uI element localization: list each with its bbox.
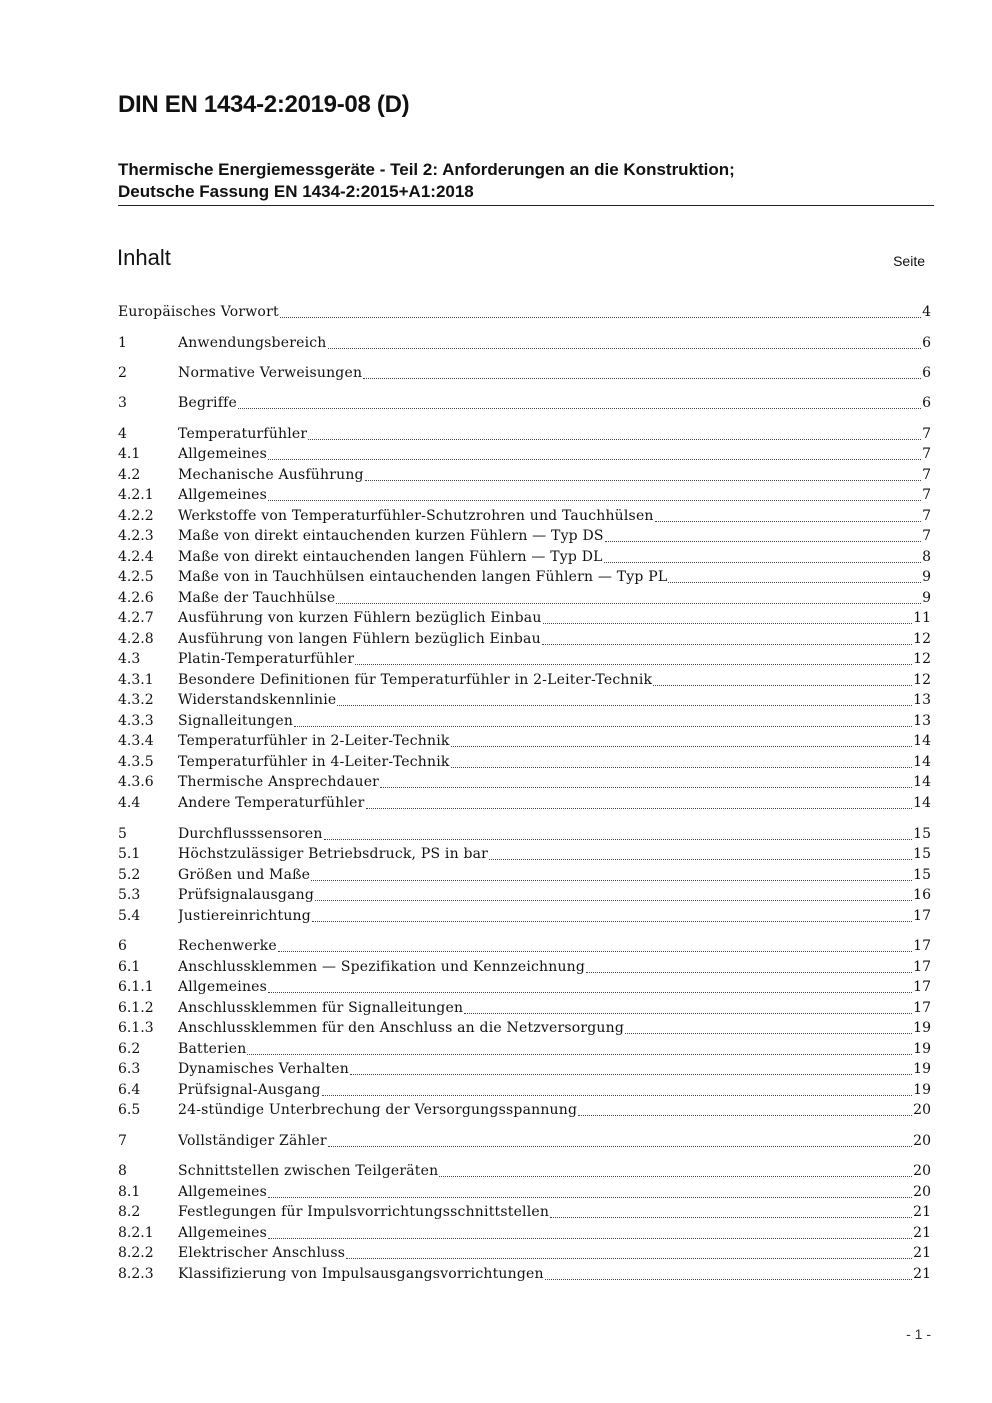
toc-entry-title: Temperaturfühler in 2-Leiter-Technik: [178, 733, 450, 749]
toc-entry-page: 12: [913, 631, 931, 647]
toc-entry-number: 4.3.2: [118, 692, 154, 708]
toc-entry-title: Allgemeines: [178, 446, 268, 462]
toc-dot-leader: [328, 1146, 912, 1147]
toc-entry-page: 21: [913, 1225, 931, 1241]
toc-entry-number: 4.2.4: [118, 549, 154, 565]
toc-entry-number: 5.1: [118, 846, 141, 862]
toc-dot-leader: [545, 1279, 912, 1280]
toc-dot-leader: [366, 808, 913, 809]
toc-entry-title: Allgemeines: [178, 1184, 268, 1200]
toc-entry-title: Widerstandskennlinie: [178, 692, 337, 708]
toc-entry[interactable]: [118, 485, 931, 505]
toc-entry-title: Europäisches Vorwort: [118, 304, 279, 320]
toc-entry-number: 4.2.2: [118, 508, 154, 524]
toc-entry[interactable]: [118, 424, 931, 444]
toc-entry[interactable]: [118, 772, 931, 792]
toc-entry-number: 7: [118, 1133, 127, 1149]
toc-entry-number: 4.3: [118, 651, 141, 667]
toc-entry-number: 6.1.2: [118, 1000, 154, 1016]
toc-entry[interactable]: [118, 824, 931, 844]
toc-entry[interactable]: [118, 1039, 931, 1059]
toc-entry[interactable]: [118, 752, 931, 772]
toc-entry-title: Dynamisches Verhalten: [178, 1061, 349, 1077]
toc-entry-number: 4.3.3: [118, 713, 154, 729]
toc-entry-number: 6.1.1: [118, 979, 154, 995]
toc-entry-page: 15: [913, 867, 931, 883]
toc-dot-leader: [380, 787, 912, 788]
toc-entry-title: Normative Verweisungen: [178, 365, 363, 381]
toc-entry-page: 15: [913, 826, 931, 842]
title-divider: [118, 205, 934, 206]
toc-entry-page: 9: [922, 590, 931, 606]
toc-entry-page: 9: [922, 569, 931, 585]
toc-entry-page: 13: [913, 713, 931, 729]
toc-entry-number: 5: [118, 826, 127, 842]
toc-entry[interactable]: [118, 1131, 931, 1151]
toc-entry-number: 4.3.5: [118, 754, 154, 770]
toc-entry-number: 4.2.8: [118, 631, 154, 647]
toc-entry[interactable]: [118, 506, 931, 526]
page-column-label: Seite: [893, 253, 925, 269]
toc-entry[interactable]: [118, 526, 931, 546]
toc-dot-leader: [604, 562, 921, 563]
toc-entry[interactable]: [118, 1264, 931, 1284]
toc-entry-page: 21: [913, 1245, 931, 1261]
toc-dot-leader: [294, 726, 912, 727]
toc-entry-number: 6.2: [118, 1041, 141, 1057]
toc-dot-leader: [268, 1197, 912, 1198]
toc-entry[interactable]: [118, 1223, 931, 1243]
toc-entry-number: 4.2.7: [118, 610, 154, 626]
toc-entry-page: 13: [913, 692, 931, 708]
document-subtitle: [118, 159, 934, 203]
toc-entry-number: 4.3.6: [118, 774, 154, 790]
toc-entry-title: Anschlussklemmen für Signalleitungen: [178, 1000, 464, 1016]
toc-entry-number: 2: [118, 365, 127, 381]
toc-dot-leader: [625, 1033, 912, 1034]
toc-entry-title: Temperaturfühler in 4-Leiter-Technik: [178, 754, 450, 770]
toc-entry[interactable]: [118, 1018, 931, 1038]
toc-entry-title: Rechenwerke: [178, 938, 277, 954]
toc-entry[interactable]: [118, 711, 931, 731]
toc-entry[interactable]: [118, 1100, 931, 1120]
toc-dot-leader: [550, 1217, 912, 1218]
toc-entry-title: Temperaturfühler: [178, 426, 308, 442]
toc-entry-page: 7: [922, 487, 931, 503]
toc-dot-leader: [451, 746, 913, 747]
toc-entry-page: 6: [922, 335, 931, 351]
toc-entry-title: Maße von direkt eintauchenden langen Fühlern — Typ DL: [178, 549, 603, 565]
toc-dot-leader: [280, 317, 921, 318]
toc-entry[interactable]: [118, 393, 931, 413]
toc-entry-page: 17: [913, 908, 931, 924]
toc-entry-title: Maße von in Tauchhülsen eintauchenden langen Fühlern — Typ PL: [178, 569, 668, 585]
subtitle-line: Deutsche Fassung EN 1434-2:2015+A1:2018: [118, 182, 474, 201]
toc-entry-number: 4.2.6: [118, 590, 154, 606]
toc-entry-page: 7: [922, 446, 931, 462]
toc-dot-leader: [653, 685, 912, 686]
toc-dot-leader: [311, 880, 912, 881]
toc-entry-page: 7: [922, 508, 931, 524]
toc-dot-leader: [489, 859, 912, 860]
toc-entry[interactable]: [118, 957, 931, 977]
toc-entry-title: Anschlussklemmen — Spezifikation und Kennzeichnung: [178, 959, 586, 975]
toc-entry-number: 8.2: [118, 1204, 141, 1220]
toc-dot-leader: [655, 521, 921, 522]
toc-entry[interactable]: [118, 885, 931, 905]
toc-dot-leader: [451, 767, 913, 768]
toc-entry-page: 17: [913, 979, 931, 995]
toc-entry[interactable]: [118, 936, 931, 956]
toc-entry-page: 20: [913, 1133, 931, 1149]
toc-dot-leader: [247, 1054, 912, 1055]
toc-entry-number: 4.3.4: [118, 733, 154, 749]
toc-dot-leader: [315, 900, 912, 901]
footer-page-number: - 1 -: [906, 1326, 931, 1342]
toc-entry-number: 8.2.1: [118, 1225, 154, 1241]
toc-entry-title: Besondere Definitionen für Temperaturfühler in 2-Leiter-Technik: [178, 672, 653, 688]
toc-dot-leader: [586, 972, 912, 973]
toc-entry-title: Batterien: [178, 1041, 247, 1057]
toc-entry-number: 8.1: [118, 1184, 141, 1200]
toc-dot-leader: [365, 480, 921, 481]
toc-entry-title: Klassifizierung von Impulsausgangsvorrichtungen: [178, 1266, 544, 1282]
toc-entry-number: 1: [118, 335, 127, 351]
toc-entry-title: Maße von direkt eintauchenden kurzen Fühlern — Typ DS: [178, 528, 604, 544]
toc-entry[interactable]: [118, 444, 931, 464]
toc-entry-title: Prüfsignal-Ausgang: [178, 1082, 321, 1098]
toc-entry-page: 17: [913, 959, 931, 975]
toc-entry-number: 5.3: [118, 887, 141, 903]
toc-dot-leader: [308, 439, 921, 440]
toc-entry-title: Allgemeines: [178, 1225, 268, 1241]
toc-entry[interactable]: [118, 977, 931, 997]
toc-entry-title: Allgemeines: [178, 979, 268, 995]
toc-entry[interactable]: [118, 547, 931, 567]
toc-entry[interactable]: [118, 998, 931, 1018]
toc-entry[interactable]: [118, 844, 931, 864]
toc-entry[interactable]: [118, 793, 931, 813]
toc-entry-page: 11: [913, 610, 931, 626]
toc-entry-title: Platin-Temperaturfühler: [178, 651, 355, 667]
toc-entry[interactable]: [118, 333, 931, 353]
toc-entry-title: Elektrischer Anschluss: [178, 1245, 346, 1261]
toc-entry[interactable]: [118, 1080, 931, 1100]
toc-entry-page: 7: [922, 426, 931, 442]
toc-entry-number: 4.3.1: [118, 672, 154, 688]
toc-dot-leader: [322, 1095, 912, 1096]
toc-dot-leader: [363, 378, 921, 379]
toc-entry[interactable]: [118, 1243, 931, 1263]
toc-entry-title: Ausführung von langen Fühlern bezüglich Einbau: [178, 631, 541, 647]
toc-entry-title: Vollständiger Zähler: [178, 1133, 327, 1149]
toc-entry-number: 4.2.3: [118, 528, 154, 544]
toc-entry-title: Justiereinrichtung: [178, 908, 311, 924]
toc-entry-number: 8.2.3: [118, 1266, 154, 1282]
toc-entry-page: 19: [913, 1061, 931, 1077]
toc-entry-title: Anschlussklemmen für den Anschluss an die Netzversorgung: [178, 1020, 624, 1036]
toc-entry-title: Mechanische Ausführung: [178, 467, 364, 483]
toc-dot-leader: [268, 500, 921, 501]
toc-dot-leader: [278, 951, 912, 952]
toc-entry-page: 6: [922, 395, 931, 411]
toc-dot-leader: [312, 921, 912, 922]
toc-entry[interactable]: [118, 690, 931, 710]
toc-dot-leader: [268, 1238, 912, 1239]
toc-entry-title: Durchflusssensoren: [178, 826, 323, 842]
toc-entry-page: 20: [913, 1163, 931, 1179]
toc-entry-title: Maße der Tauchhülse: [178, 590, 336, 606]
toc-entry-page: 14: [913, 733, 931, 749]
toc-entry-number: 6.1: [118, 959, 141, 975]
toc-entry[interactable]: [118, 629, 931, 649]
toc-entry-page: 16: [913, 887, 931, 903]
toc-entry-page: 19: [913, 1020, 931, 1036]
toc-entry-number: 5.4: [118, 908, 141, 924]
toc-entry[interactable]: [118, 1059, 931, 1079]
toc-entry-title: Andere Temperaturfühler: [178, 795, 365, 811]
toc-entry-page: 12: [913, 672, 931, 688]
document-title: DIN EN 1434-2:2019-08 (D): [118, 91, 410, 118]
toc-dot-leader: [337, 705, 912, 706]
toc-dot-leader: [578, 1115, 912, 1116]
toc-entry[interactable]: [118, 1161, 931, 1181]
toc-entry-page: 17: [913, 1000, 931, 1016]
toc-entry-number: 4.2: [118, 467, 141, 483]
toc-entry[interactable]: [118, 302, 931, 322]
toc-heading: Inhalt: [117, 245, 171, 270]
toc-entry-page: 6: [922, 365, 931, 381]
toc-entry-title: Festlegungen für Impulsvorrichtungsschnittstellen: [178, 1204, 550, 1220]
toc-entry-page: 19: [913, 1082, 931, 1098]
toc-dot-leader: [350, 1074, 912, 1075]
toc-dot-leader: [328, 348, 922, 349]
toc-entry-number: 6: [118, 938, 127, 954]
toc-entry-page: 4: [922, 304, 931, 320]
toc-entry[interactable]: [118, 1202, 931, 1222]
toc-entry-title: Anwendungsbereich: [178, 335, 327, 351]
toc-entry-number: 4.4: [118, 795, 141, 811]
toc-entry-page: 7: [922, 467, 931, 483]
toc-entry[interactable]: [118, 649, 931, 669]
toc-entry-number: 6.5: [118, 1102, 141, 1118]
toc-dot-leader: [543, 623, 913, 624]
toc-entry-page: 7: [922, 528, 931, 544]
toc-dot-leader: [464, 1013, 912, 1014]
toc-entry-title: Schnittstellen zwischen Teilgeräten: [178, 1163, 439, 1179]
toc-entry-page: 20: [913, 1102, 931, 1118]
toc-entry-title: 24-stündige Unterbrechung der Versorgungsspannung: [178, 1102, 578, 1118]
toc-entry-title: Begriffe: [178, 395, 237, 411]
toc-entry[interactable]: [118, 567, 931, 587]
toc-entry-page: 14: [913, 754, 931, 770]
toc-entry[interactable]: [118, 588, 931, 608]
toc-entry-number: 4: [118, 426, 127, 442]
toc-entry[interactable]: [118, 731, 931, 751]
toc-entry-number: 5.2: [118, 867, 141, 883]
toc-entry-page: 21: [913, 1204, 931, 1220]
toc-entry-number: 4.1: [118, 446, 141, 462]
toc-entry-page: 8: [922, 549, 931, 565]
toc-dot-leader: [439, 1176, 912, 1177]
toc-dot-leader: [355, 664, 912, 665]
toc-dot-leader: [668, 582, 921, 583]
toc-entry-page: 12: [913, 651, 931, 667]
subtitle-line: Thermische Energiemessgeräte - Teil 2: Anforderungen an die Konstruktion;: [118, 160, 735, 179]
toc-entry-title: Ausführung von kurzen Fühlern bezüglich Einbau: [178, 610, 542, 626]
toc-dot-leader: [605, 541, 921, 542]
toc-entry-page: 15: [913, 846, 931, 862]
toc-entry-page: 19: [913, 1041, 931, 1057]
toc-entry[interactable]: [118, 465, 931, 485]
toc-entry-number: 6.1.3: [118, 1020, 154, 1036]
toc-entry-title: Thermische Ansprechdauer: [178, 774, 380, 790]
toc-entry-page: 14: [913, 795, 931, 811]
toc-entry-number: 4.2.1: [118, 487, 154, 503]
toc-entry-title: Allgemeines: [178, 487, 268, 503]
toc-entry-title: Größen und Maße: [178, 867, 311, 883]
toc-entry-number: 3: [118, 395, 127, 411]
toc-entry[interactable]: [118, 1182, 931, 1202]
toc-dot-leader: [268, 992, 912, 993]
toc-entry-page: 14: [913, 774, 931, 790]
toc-entry-number: 4.2.5: [118, 569, 154, 585]
toc-entry-page: 17: [913, 938, 931, 954]
toc-entry-page: 20: [913, 1184, 931, 1200]
toc-entry-number: 8.2.2: [118, 1245, 154, 1261]
toc-dot-leader: [346, 1258, 912, 1259]
toc-dot-leader: [268, 459, 921, 460]
toc-entry-number: 6.4: [118, 1082, 141, 1098]
toc-entry-title: Prüfsignalausgang: [178, 887, 315, 903]
toc-entry-number: 6.3: [118, 1061, 141, 1077]
toc-dot-leader: [324, 839, 913, 840]
toc-entry-title: Höchstzulässiger Betriebsdruck, PS in bar: [178, 846, 489, 862]
toc-entry-page: 21: [913, 1266, 931, 1282]
toc-entry[interactable]: [118, 906, 931, 926]
toc-entry-title: Signalleitungen: [178, 713, 294, 729]
toc-entry-number: 8: [118, 1163, 127, 1179]
toc-entry[interactable]: [118, 363, 931, 383]
toc-entry-title: Werkstoffe von Temperaturfühler-Schutzrohren und Tauchhülsen: [178, 508, 654, 524]
toc-dot-leader: [336, 603, 921, 604]
toc-entry[interactable]: [118, 865, 931, 885]
toc-entry[interactable]: [118, 608, 931, 628]
toc-dot-leader: [542, 644, 912, 645]
toc-dot-leader: [238, 408, 921, 409]
toc-entry[interactable]: [118, 670, 931, 690]
